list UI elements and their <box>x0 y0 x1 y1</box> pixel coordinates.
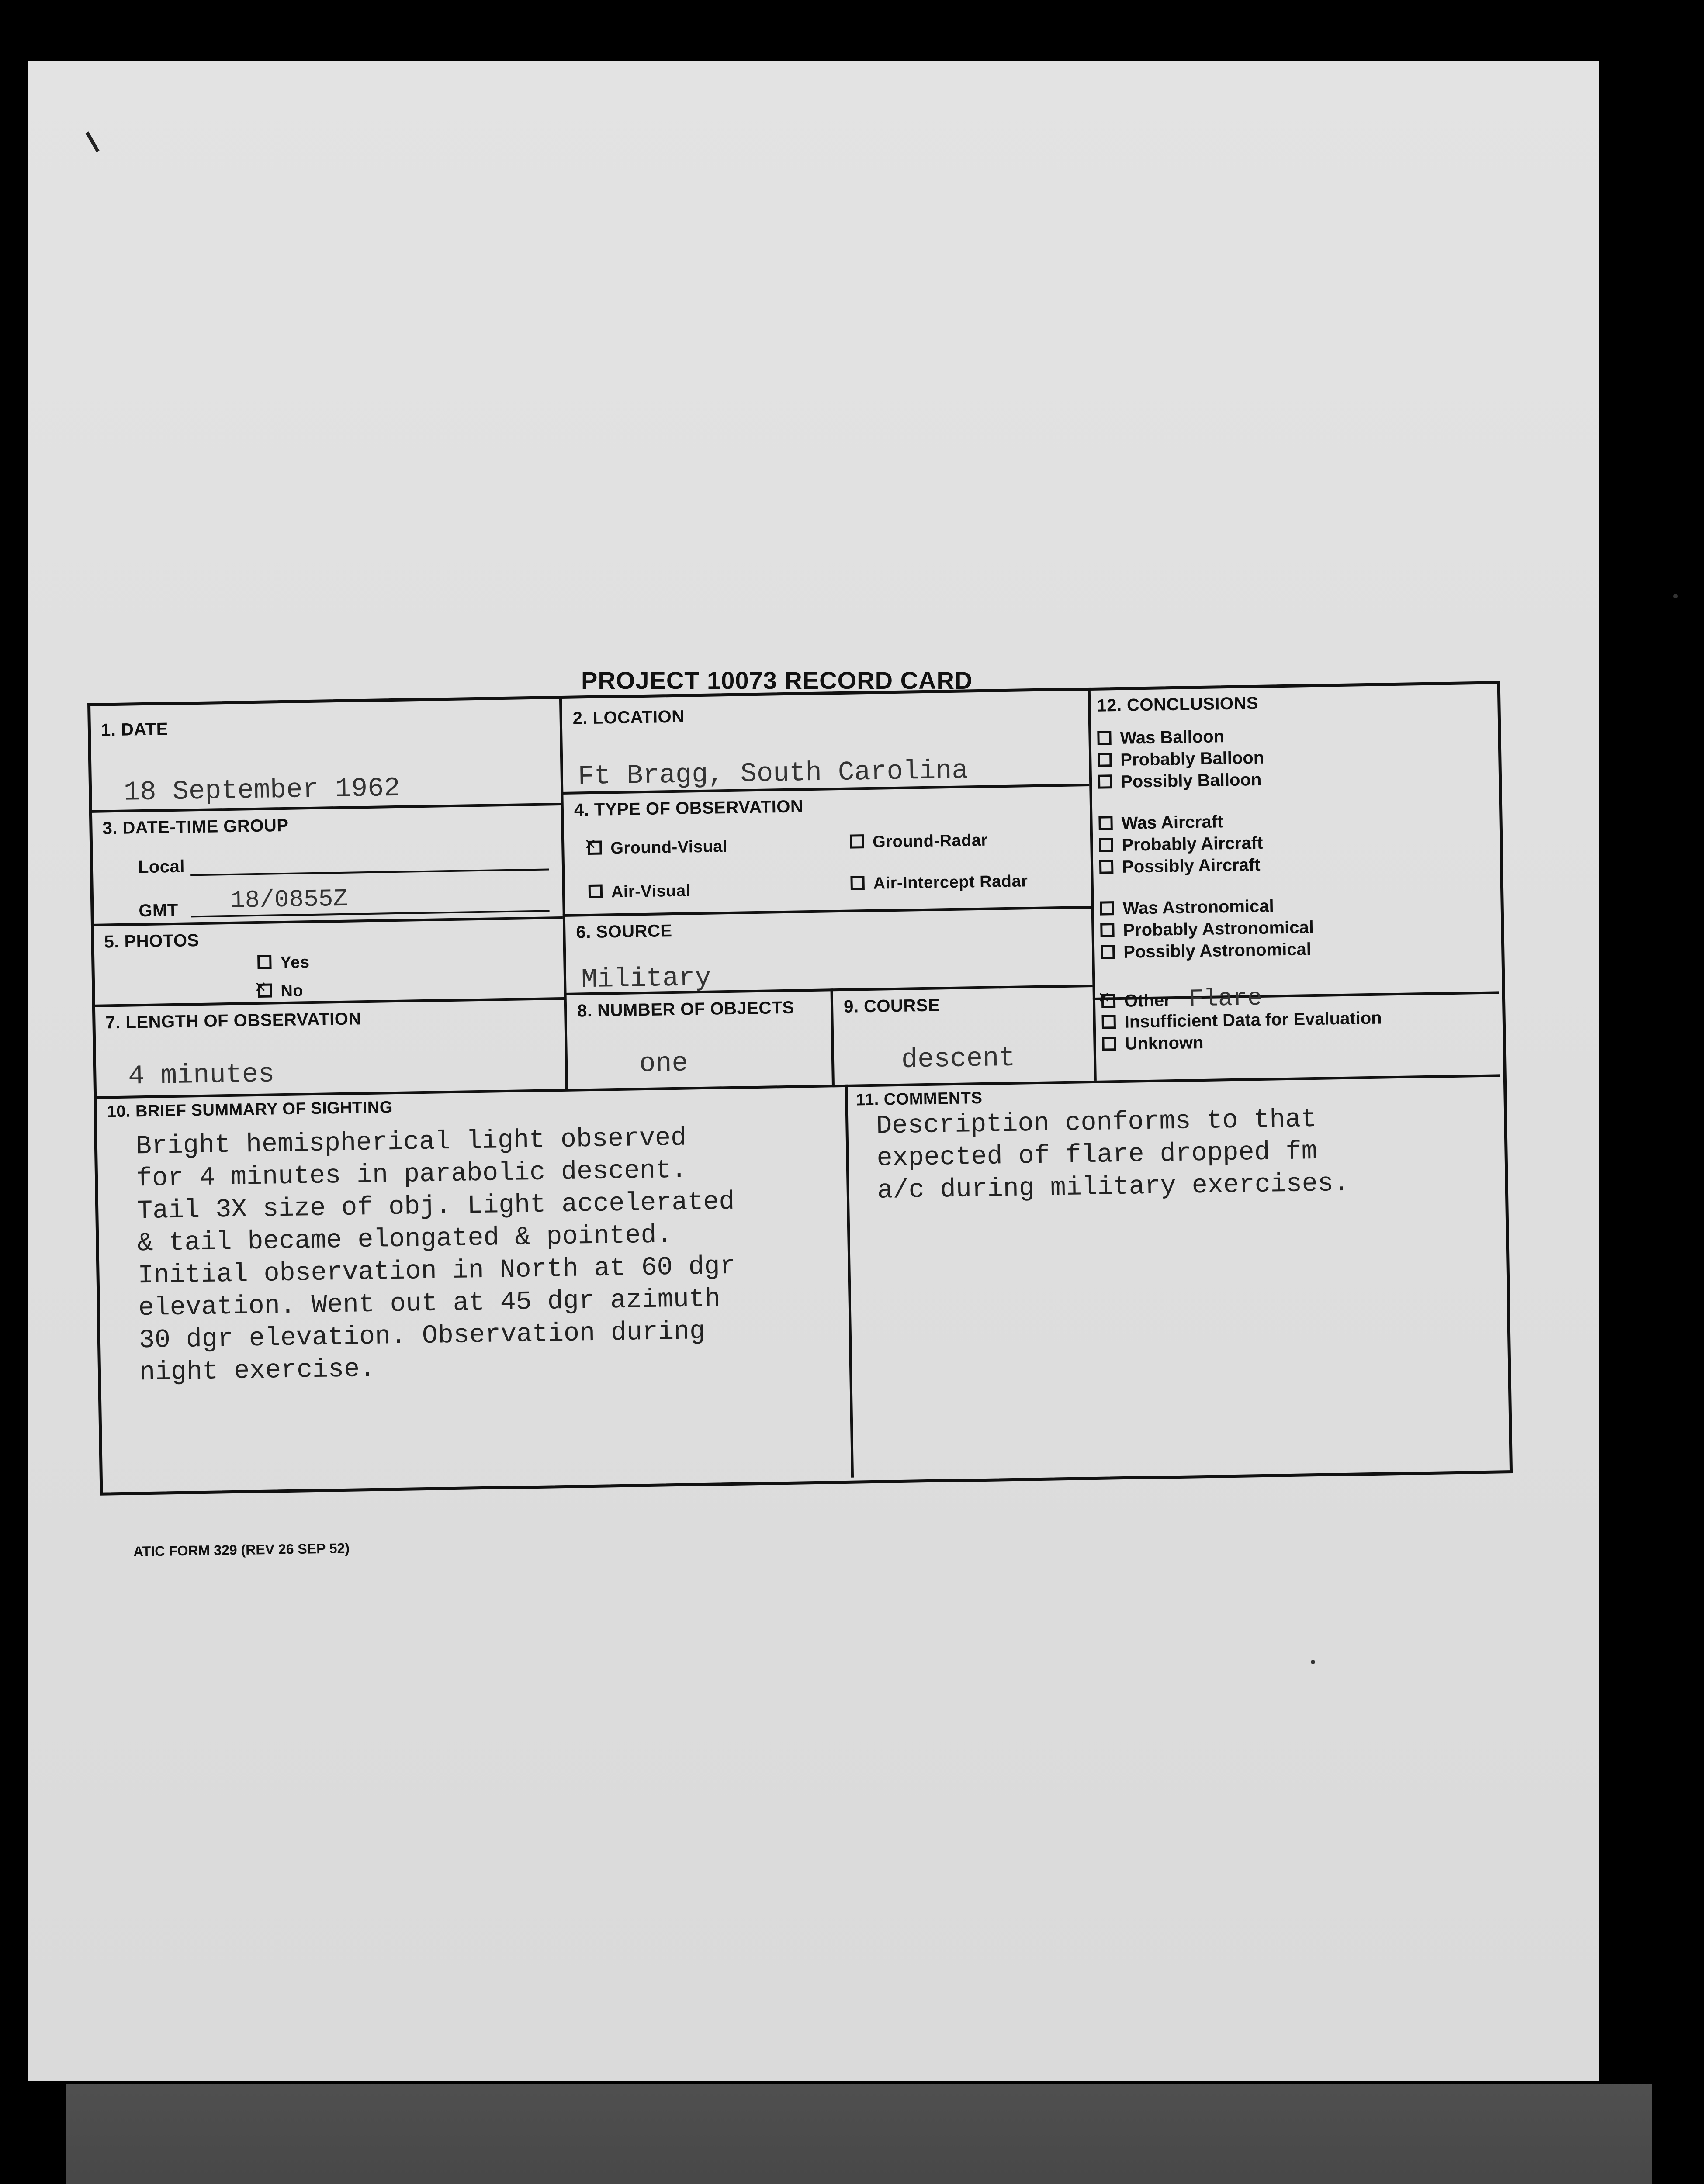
checkbox <box>1097 731 1111 745</box>
summary-line: Bright hemispherical light observed <box>135 1123 687 1162</box>
photos-yes-option: Yes <box>257 953 310 973</box>
type-obs-label: 4. TYPE OF OBSERVATION <box>574 797 804 820</box>
checkbox <box>1102 1037 1116 1051</box>
location-label: 2. LOCATION <box>572 707 685 728</box>
comments-line: a/c during military exercises. <box>877 1168 1350 1206</box>
other-value: Flare <box>1188 984 1263 1013</box>
date-value: 18 September 1962 <box>123 772 401 808</box>
checkbox-checked <box>258 983 272 997</box>
checkbox <box>850 876 864 890</box>
ground-radar-option: Ground-Radar <box>850 831 988 852</box>
conclusion-option: Possibly Astronomical <box>1101 940 1311 963</box>
ground-visual-option: ×Ground-Visual <box>588 837 727 858</box>
conclusion-option: Possibly Balloon <box>1098 770 1262 792</box>
form-id: ATIC FORM 329 (REV 26 SEP 52) <box>133 1540 350 1559</box>
source-value: Military <box>581 962 712 995</box>
course-label: 9. COURSE <box>843 995 940 1016</box>
conclusion-option: Probably Balloon <box>1098 748 1264 771</box>
conclusion-option: Probably Astronomical <box>1100 918 1314 941</box>
checkbox <box>850 834 864 848</box>
checkbox <box>1099 860 1113 874</box>
comments-label: 11. COMMENTS <box>856 1089 983 1109</box>
length-value: 4 minutes <box>128 1058 275 1092</box>
air-intercept-radar-option: Air-Intercept Radar <box>850 872 1028 893</box>
conclusion-option: Was Balloon <box>1097 727 1224 749</box>
air-visual-option: Air-Visual <box>589 881 691 902</box>
checkbox <box>257 955 271 969</box>
summary-label: 10. BRIEF SUMMARY OF SIGHTING <box>107 1098 393 1121</box>
summary-line: for 4 minutes in parabolic descent. <box>136 1155 687 1194</box>
course-value: descent <box>901 1042 1016 1075</box>
photos-label: 5. PHOTOS <box>104 931 200 952</box>
summary-line: & tail became elongated & pointed. <box>137 1220 673 1259</box>
checkbox <box>589 885 603 898</box>
summary-line: elevation. Went out at 45 dgr azimuth <box>138 1284 721 1324</box>
local-label: Local <box>138 857 185 877</box>
date-label: 1. DATE <box>100 719 169 740</box>
photos-no-option: ×No <box>258 981 303 1001</box>
scan-speck <box>1673 594 1678 598</box>
checkbox <box>1101 945 1115 959</box>
background-shadow <box>66 2084 1652 2184</box>
checkbox <box>1101 1015 1115 1029</box>
conclusion-option: Was Astronomical <box>1100 896 1274 919</box>
conclusion-option: Possibly Aircraft <box>1099 855 1261 878</box>
conclusion-option: Probably Aircraft <box>1099 833 1263 856</box>
checkbox-checked <box>1101 994 1115 1008</box>
checkbox <box>1100 923 1114 937</box>
conclusion-option: Was Aircraft <box>1098 812 1223 833</box>
summary-line: night exercise. <box>139 1354 376 1388</box>
gmt-value: 18/0855Z <box>230 885 348 915</box>
comments-line: expected of flare dropped fm <box>876 1137 1318 1174</box>
scan-speck <box>1311 1660 1315 1664</box>
checkbox <box>1098 774 1112 788</box>
checkbox <box>1098 753 1112 767</box>
record-card <box>87 681 1515 1494</box>
location-value: Ft Bragg, South Carolina <box>578 755 969 792</box>
num-objects-value: one <box>639 1047 689 1080</box>
checkbox <box>1098 816 1112 830</box>
conclusion-option: Unknown <box>1102 1033 1204 1054</box>
summary-text <box>135 1119 882 1389</box>
conclusion-option: Insufficient Data for Evaluation <box>1101 1009 1382 1033</box>
summary-line: 30 dgr elevation. Observation during <box>139 1317 706 1356</box>
summary-line: Tail 3X size of obj. Light accelerated <box>136 1187 735 1227</box>
checkbox-checked <box>588 841 602 855</box>
comments-line: Description conforms to that <box>876 1104 1317 1141</box>
length-label: 7. LENGTH OF OBSERVATION <box>105 1009 362 1033</box>
source-label: 6. SOURCE <box>576 921 672 942</box>
conclusions-label: 12. CONCLUSIONS <box>1097 693 1259 715</box>
checkbox <box>1100 901 1114 915</box>
comments-text <box>876 1101 1489 1207</box>
summary-line: Initial observation in North at 60 dgr <box>138 1251 736 1291</box>
num-objects-label: 8. NUMBER OF OBJECTS <box>577 998 795 1021</box>
conclusion-option-other: ×Other Flare <box>1101 984 1262 1015</box>
card-title: PROJECT 10073 RECORD CARD <box>581 667 973 694</box>
dtg-label: 3. DATE-TIME GROUP <box>102 816 289 838</box>
checkbox <box>1099 838 1113 852</box>
gmt-label: GMT <box>139 900 179 921</box>
